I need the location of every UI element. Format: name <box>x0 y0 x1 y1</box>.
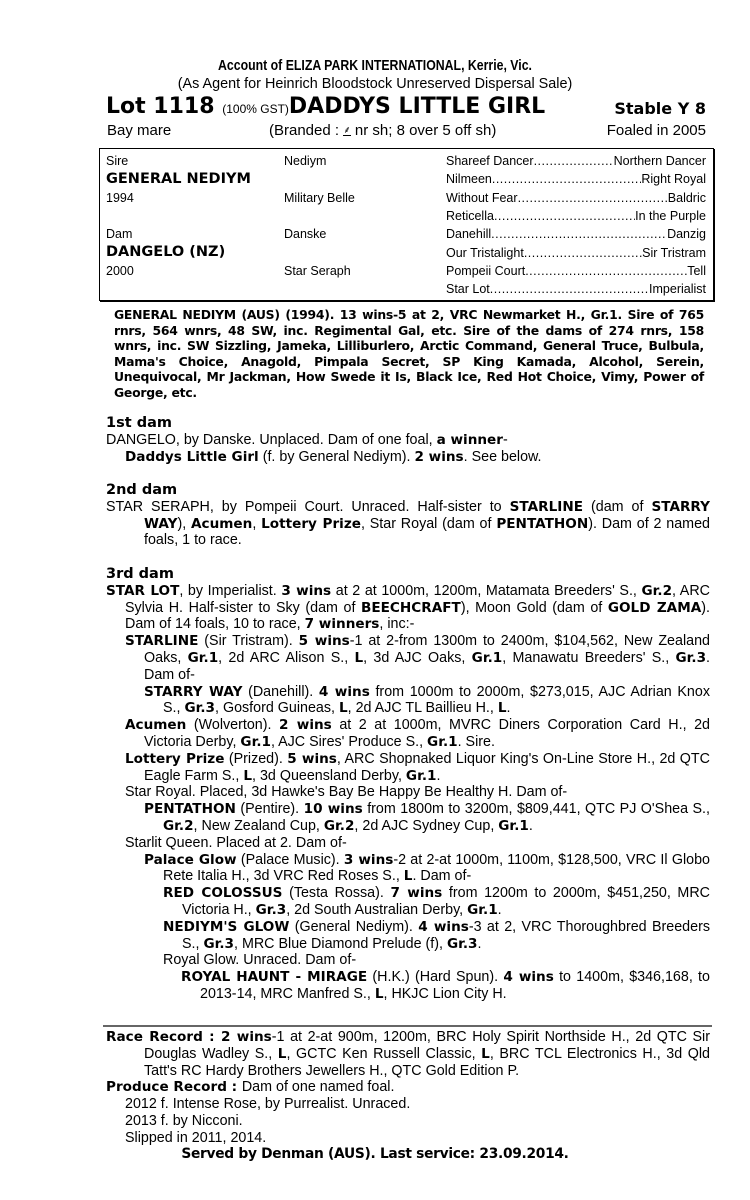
entry-royal-glow: Royal Glow. Unraced. Dam of- <box>163 952 357 969</box>
sire-sire: Nediym <box>284 154 327 168</box>
sire-summary: GENERAL NEDIYM (AUS) (1994). 13 wins-5 at 2, VRC Newmarket H., Gr.1. Sire of 765 rnrs, 564 wnrs, 48 SW, inc. Regimental Gal, etc. Sire of the dams of 274 rnrs, 158 wnrs, inc. SW Sizzling, Jameka, Lilliburlero, Arctic Command, General Truce, Bulbula, Mama's Choice, Anagold, Pimpala Secret, SP King Kamada, Alcohol, Serein, Unequivocal, Mr Jackman, How Swede it Is, Black Ice, Red Hot Choice, Vimy, Power of George, etc. <box>114 307 704 400</box>
first-dam-section <box>106 415 710 465</box>
sire-year: 1994 <box>106 191 134 205</box>
section-heading: 1st dam <box>106 415 172 431</box>
sire-label: Sire <box>106 154 129 168</box>
entry-star-lot: STAR LOT, by Imperialist. 3 wins at 2 at 1000m, 1200m, Matamata Breeders' S., Gr.2, ARC Sylvia H. Half-sister to Sky (dam of BEECHCRAFT), Moon Gold (dam of GOLD ZAMA). Dam of 14 foals, 10 to race, 7 winners, inc:- <box>106 582 710 633</box>
records-section <box>106 1029 710 1147</box>
service-note: Served by Denman (AUS). Last service: 23.09.2014. <box>181 1146 569 1162</box>
pedigree-table <box>99 148 714 301</box>
dam-name: DANGELO (NZ) <box>106 244 226 260</box>
entry-lottery-prize: Lottery Prize (Prized). 5 wins, ARC Shopnaked Liquor King's On-Line Store H., 2d QTC Eagle Farm S., L, 3d Queensland Derby, Gr.1. <box>125 750 710 784</box>
third-dam-section <box>106 566 710 1003</box>
lot-title <box>106 94 545 119</box>
second-dam-section <box>106 482 710 549</box>
sire-name: GENERAL NEDIYM <box>106 171 251 187</box>
foaled-year: Foaled in 2005 <box>606 122 706 139</box>
grandparent-row: Pompeii Court ..... Tell <box>446 264 706 278</box>
dam-dam: Star Seraph <box>284 264 351 278</box>
produce-record: Produce Record : Dam of one named foal. <box>106 1079 395 1096</box>
lot-number: Lot 1118 <box>106 94 215 119</box>
grandparent-row: Danehill ..... Danzig <box>446 227 706 241</box>
entry-star-royal: Star Royal. Placed, 3d Hawke's Bay Be Happy Be Healthy H. Dam of- <box>125 784 568 801</box>
grandparent-row: Nilmeen ..... Right Royal <box>446 172 706 186</box>
horse-name: DADDYS LITTLE GIRL <box>288 94 546 119</box>
brand-mark-icon: ⸙ <box>343 125 351 136</box>
grandparent-row: Without Fear ..... Baldric <box>446 191 706 205</box>
horse-description: Bay mare <box>107 122 172 139</box>
stable-location: Stable Y 8 <box>614 99 706 118</box>
entry-red-colossus: RED COLOSSUS (Testa Rossa). 7 wins from 1200m to 2000m, $451,250, MRC Victoria H., Gr.3, 2d South Australian Derby, Gr.1. <box>163 885 710 918</box>
section-heading: 3rd dam <box>106 566 174 582</box>
entry-palace-glow: Palace Glow (Palace Music). 3 wins-2 at 2-at 1000m, 1100m, $128,500, VRC Il Globo Rete Italia H., 3d VRC Red Roses S., L. Dam of- <box>144 851 710 885</box>
vendor-account: Account of ELIZA PARK INTERNATIONAL, Kerrie, Vic. <box>218 57 532 74</box>
dam-label: Dam <box>106 227 133 241</box>
entry-pentathon: PENTATHON (Pentire). 10 wins from 1800m to 3200m, $809,441, QTC PJ O'Shea S., Gr.2, New Zealand Cup, Gr.2, 2d AJC Sydney Cup, Gr.1. <box>144 801 710 834</box>
entry-starline: STARLINE (Sir Tristram). 5 wins-1 at 2-from 1300m to 2400m, $104,562, New Zealand Oaks, Gr.1, 2d ARC Alison S., L, 3d AJC Oaks, Gr.1, Manawatu Breeders' S., Gr.3. Dam of- <box>125 633 711 683</box>
sire-dam: Military Belle <box>284 191 355 205</box>
entry-starlit-queen: Starlit Queen. Placed at 2. Dam of- <box>125 834 347 851</box>
dam1-line: DANGELO, by Danske. Unplaced. Dam of one foal, a winner- <box>106 431 508 448</box>
grandparent-row: Our Tristalight ..... Sir Tristram <box>446 246 706 260</box>
brand-info: (Branded : ⸙ nr sh; 8 over 5 off sh) <box>269 122 497 139</box>
entry-acumen: Acumen (Wolverton). 2 wins at 2 at 1000m, MVRC Diners Corporation Card H., 2d Victoria Derby, Gr.1, AJC Sires' Produce S., Gr.1. Sire. <box>125 717 710 750</box>
produce-item: 2012 f. Intense Rose, by Purrealist. Unraced. <box>125 1096 411 1113</box>
entry-starry-way: STARRY WAY (Danehill). 4 wins from 1000m to 2000m, $273,015, AJC Adrian Knox S., Gr.3, Gosford Guineas, L, 2d AJC TL Baillieu H., L. <box>144 683 710 717</box>
section-divider <box>103 1025 712 1027</box>
dam-year: 2000 <box>106 264 134 278</box>
race-record: Race Record : 2 wins-1 at 2-at 900m, 1200m, BRC Holy Spirit Northside H., 2d QTC Sir Douglas Wadley S., L, GCTC Ken Russell Classic, L, BRC TCL Electronics H., 3d Qld Tatt's RC Hardy Brothers Jewellers H., QTC Gold Edition P. <box>106 1029 710 1079</box>
produce-item: 2013 f. by Nicconi. <box>125 1112 243 1129</box>
produce-item: Slipped in 2011, 2014. <box>125 1129 267 1146</box>
section-heading: 2nd dam <box>106 482 178 498</box>
grandparent-row: Shareef Dancer ..... Northern Dancer <box>446 154 706 168</box>
agent-note: (As Agent for Heinrich Bloodstock Unreserved Dispersal Sale) <box>177 75 573 92</box>
grandparent-row: Reticella ..... In the Purple <box>446 209 706 223</box>
entry-nediyms-glow: NEDIYM'S GLOW (General Nediym). 4 wins-3 at 2, VRC Thoroughbred Breeders S., Gr.3, MRC Blue Diamond Prelude (f), Gr.3. <box>163 918 710 952</box>
grandparent-row: Star Lot ..... Imperialist <box>446 282 706 296</box>
gst-note: (100% GST) <box>222 102 289 116</box>
dam1-foal: Daddys Little Girl (f. by General Nediym). 2 wins. See below. <box>125 448 542 465</box>
entry-royal-haunt: ROYAL HAUNT - MIRAGE (H.K.) (Hard Spun). 4 wins to 1400m, $346,168, to 2013-14, MRC Manfred S., L, HKJC Lion City H. <box>181 969 710 1002</box>
dam2-text: STAR SERAPH, by Pompeii Court. Unraced. Half-sister to STARLINE (dam of STARRY WAY), Acumen, Lottery Prize, Star Royal (dam of PENTATHON). Dam of 2 named foals, 1 to race. <box>106 498 710 549</box>
dam-sire: Danske <box>284 227 327 241</box>
